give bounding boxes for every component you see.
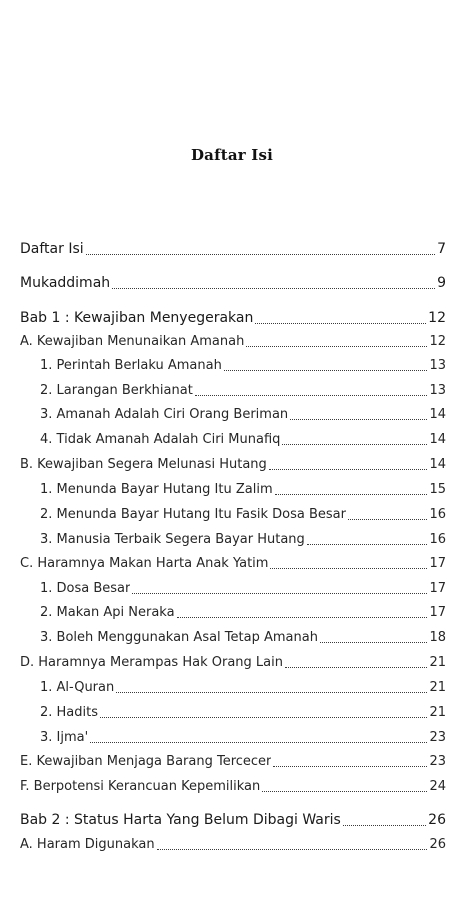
toc-entry-label: E. Kewajiban Menjaga Barang Tercecer xyxy=(20,754,272,769)
toc-entry xyxy=(20,357,446,375)
dot-leader xyxy=(269,468,428,470)
dot-leader xyxy=(273,765,427,767)
toc-entry-page-number: 18 xyxy=(429,630,446,645)
toc-entry xyxy=(20,753,446,771)
toc-entry xyxy=(20,382,446,400)
dot-leader xyxy=(246,345,427,347)
dot-leader xyxy=(348,518,427,520)
toc-entry-label: Bab 1 : Kewajiban Menyegerakan xyxy=(20,310,254,326)
toc-entry-label: F. Berpotensi Kerancuan Kepemilikan xyxy=(20,779,261,794)
toc-entry xyxy=(20,679,446,697)
toc-entry-page-number: 13 xyxy=(429,383,446,398)
toc-entry-label: C. Haramnya Makan Harta Anak Yatim xyxy=(20,556,269,571)
toc-entry-page-number: 7 xyxy=(437,241,446,257)
toc-entry-label: Mukaddimah xyxy=(20,275,111,291)
dot-leader xyxy=(157,848,428,850)
dot-leader xyxy=(100,716,427,718)
dot-leader xyxy=(86,253,435,255)
toc-entry xyxy=(20,629,446,647)
dot-leader xyxy=(285,666,427,668)
toc-entry xyxy=(20,729,446,747)
toc-entry-label: Daftar Isi xyxy=(20,241,84,257)
dot-leader xyxy=(224,369,428,371)
toc-entry-page-number: 16 xyxy=(429,507,446,522)
toc-entry-label: B. Kewajiban Segera Melunasi Hutang xyxy=(20,457,267,472)
toc-entry xyxy=(20,481,446,499)
dot-leader xyxy=(255,322,426,324)
toc-entry-page-number: 17 xyxy=(429,605,446,620)
dot-leader xyxy=(132,592,427,594)
toc-entry-page-number: 21 xyxy=(429,680,446,695)
toc-entry-page-number: 14 xyxy=(429,457,446,472)
toc-entry-label: A. Haram Digunakan xyxy=(20,837,155,852)
toc-entry-page-number: 21 xyxy=(429,655,446,670)
toc-entry-page-number: 23 xyxy=(429,754,446,769)
dot-leader xyxy=(290,418,427,420)
toc-entry xyxy=(20,604,446,622)
toc-entry-label: 3. Ijma' xyxy=(40,730,89,745)
toc-entry xyxy=(20,580,446,598)
toc-entry xyxy=(20,555,446,573)
toc-entry-page-number: 26 xyxy=(429,837,446,852)
toc-entry xyxy=(20,431,446,449)
toc-entry-page-number: 17 xyxy=(429,556,446,571)
dot-leader xyxy=(177,616,428,618)
toc-entry-label: 3. Amanah Adalah Ciri Orang Beriman xyxy=(40,407,289,422)
toc-entry xyxy=(20,309,446,328)
toc-entry-label: 1. Al-Quran xyxy=(40,680,115,695)
toc-entry-label: 2. Menunda Bayar Hutang Itu Fasik Dosa Besar xyxy=(40,507,346,522)
toc-entry-page-number: 26 xyxy=(428,812,446,828)
toc-entry xyxy=(20,456,446,474)
dot-leader xyxy=(270,567,427,569)
dot-leader xyxy=(262,790,427,792)
toc-entry-page-number: 14 xyxy=(429,432,446,447)
dot-leader xyxy=(307,543,428,545)
toc-entry-page-number: 17 xyxy=(429,581,446,596)
toc-entry-page-number: 15 xyxy=(429,482,446,497)
toc-entry-page-number: 14 xyxy=(429,407,446,422)
toc-entry-page-number: 24 xyxy=(429,779,446,794)
dot-leader xyxy=(90,741,427,743)
toc-entry xyxy=(20,333,446,351)
toc-entry-page-number: 13 xyxy=(429,358,446,373)
toc-entry-label: 2. Larangan Berkhianat xyxy=(40,383,193,398)
dot-leader xyxy=(282,443,427,445)
toc-entry-page-number: 16 xyxy=(429,532,446,547)
toc-entry-label: D. Haramnya Merampas Hak Orang Lain xyxy=(20,655,283,670)
toc-entry-label: A. Kewajiban Menunaikan Amanah xyxy=(20,334,245,349)
toc-entry xyxy=(20,531,446,549)
toc-entry xyxy=(20,811,446,830)
dot-leader xyxy=(195,394,428,396)
toc-entry xyxy=(20,274,446,293)
toc-entry-label: 2. Hadits xyxy=(40,705,99,720)
toc-entry xyxy=(20,704,446,722)
toc-entry-label: 3. Boleh Menggunakan Asal Tetap Amanah xyxy=(40,630,318,645)
toc-entry xyxy=(20,240,446,259)
toc-entry xyxy=(20,654,446,672)
dot-leader xyxy=(343,824,426,826)
toc-entry-label: 1. Dosa Besar xyxy=(40,581,131,596)
toc-entry-label: 3. Manusia Terbaik Segera Bayar Hutang xyxy=(40,532,305,547)
toc-entry-page-number: 23 xyxy=(429,730,446,745)
toc-entry xyxy=(20,406,446,424)
toc-entry-page-number: 21 xyxy=(429,705,446,720)
toc-entry xyxy=(20,778,446,796)
toc-entry-label: 1. Menunda Bayar Hutang Itu Zalim xyxy=(40,482,273,497)
toc-entry xyxy=(20,506,446,524)
toc-entry-page-number: 12 xyxy=(428,310,446,326)
toc-entry xyxy=(20,836,446,854)
toc-entry-label: Bab 2 : Status Harta Yang Belum Dibagi Waris xyxy=(20,812,341,828)
dot-leader xyxy=(116,691,427,693)
dot-leader xyxy=(112,287,435,289)
dot-leader xyxy=(275,493,428,495)
toc-entry-page-number: 12 xyxy=(429,334,446,349)
page-title: Daftar Isi xyxy=(190,146,274,164)
toc-entry-label: 4. Tidak Amanah Adalah Ciri Munafiq xyxy=(40,432,281,447)
toc-entry-page-number: 9 xyxy=(437,275,446,291)
dot-leader xyxy=(320,641,428,643)
toc-entry-label: 2. Makan Api Neraka xyxy=(40,605,175,620)
toc-entry-label: 1. Perintah Berlaku Amanah xyxy=(40,358,222,373)
